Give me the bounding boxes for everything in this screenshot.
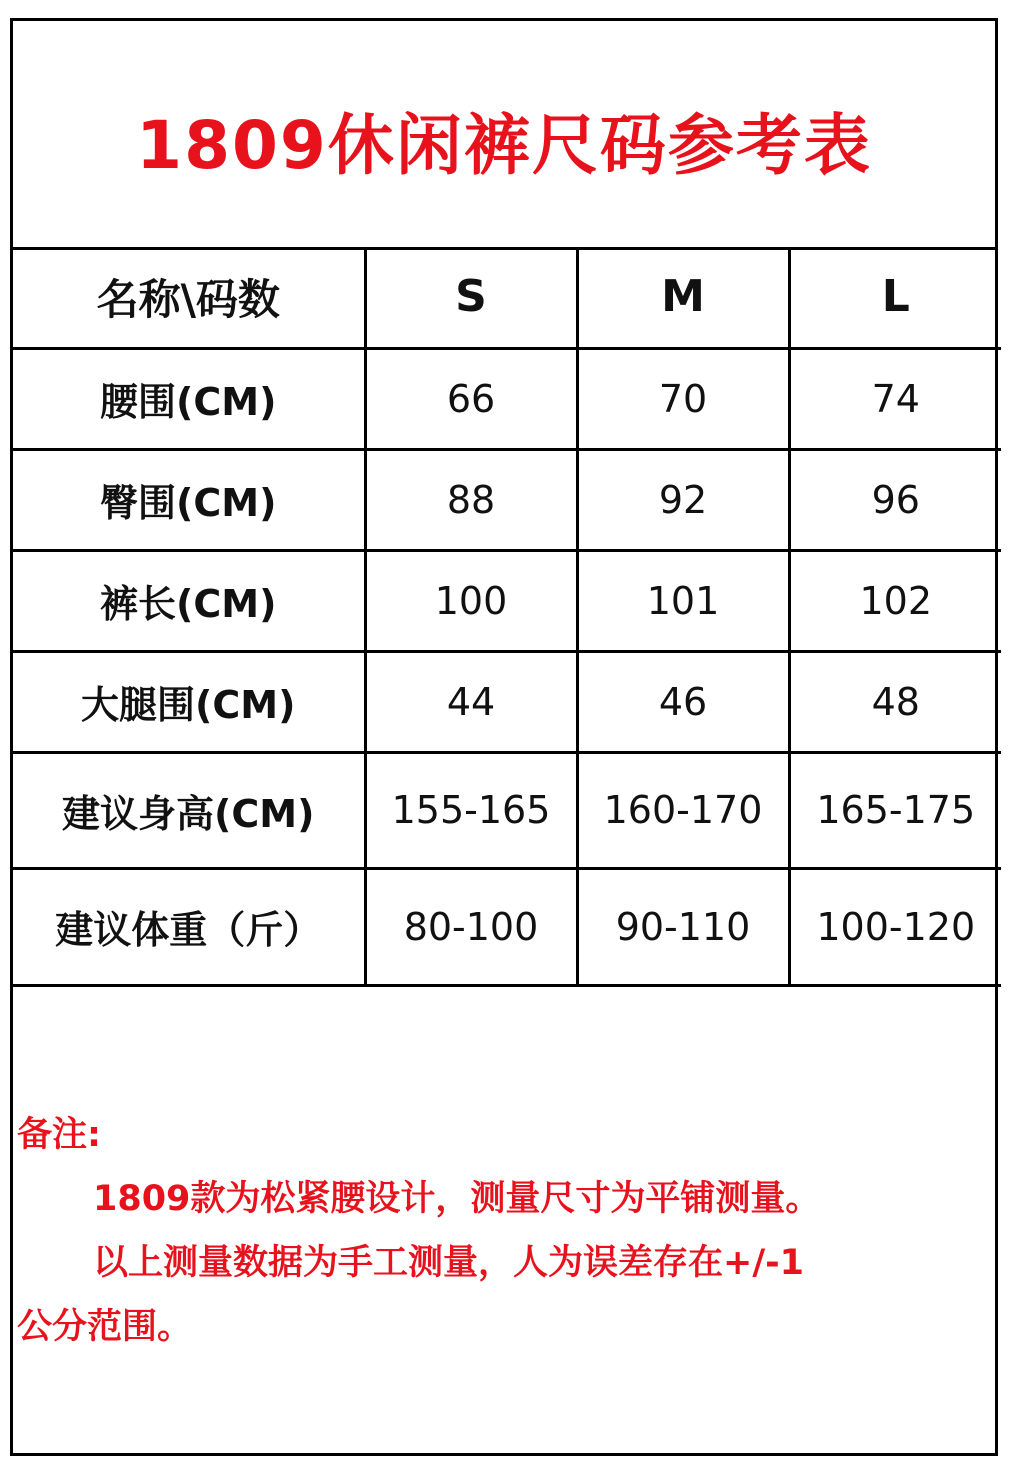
table-cell: 48 [789,651,1001,752]
row-label-thigh: 大腿围(CM) [13,651,365,752]
header-size-s: S [365,247,577,348]
table-cell: 70 [577,348,789,449]
table-cell: 74 [789,348,1001,449]
header-size-l: L [789,247,1001,348]
table-cell: 80-100 [365,868,577,985]
table-cell: 96 [789,449,1001,550]
notes-line-3: 公分范围。 [17,1307,193,1347]
notes-line-1: 1809款为松紧腰设计，测量尺寸为平铺测量。 [93,1179,821,1219]
table-row [13,752,1001,868]
table-row [13,651,1001,752]
row-label-length: 裤长(CM) [13,550,365,651]
size-table [13,247,1001,987]
table-cell: 90-110 [577,868,789,985]
row-label-weight: 建议体重（斤） [13,868,365,985]
table-cell: 155-165 [365,752,577,868]
table-cell: 66 [365,348,577,449]
table-cell: 92 [577,449,789,550]
table-cell: 101 [577,550,789,651]
table-cell: 102 [789,550,1001,651]
table-cell: 165-175 [789,752,1001,868]
row-label-height: 建议身高(CM) [13,752,365,868]
table-cell: 160-170 [577,752,789,868]
notes-section [17,1103,987,1359]
table-cell: 44 [365,651,577,752]
size-chart-sheet [10,18,998,1456]
table-cell: 100-120 [789,868,1001,985]
notes-heading: 备注: [17,1115,101,1155]
table-row [13,348,1001,449]
table-row [13,449,1001,550]
table-row [13,550,1001,651]
table-cell: 46 [577,651,789,752]
header-name-cell: 名称\码数 [13,247,365,348]
table-row [13,868,1001,985]
notes-line-2: 以上测量数据为手工测量，人为误差存在+/-1 [93,1243,804,1283]
title-box [13,21,995,250]
page-title: 1809休闲裤尺码参考表 [136,106,872,184]
header-size-m: M [577,247,789,348]
table-cell: 88 [365,449,577,550]
table-header-row [13,247,1001,348]
table-cell: 100 [365,550,577,651]
row-label-waist: 腰围(CM) [13,348,365,449]
row-label-hip: 臀围(CM) [13,449,365,550]
